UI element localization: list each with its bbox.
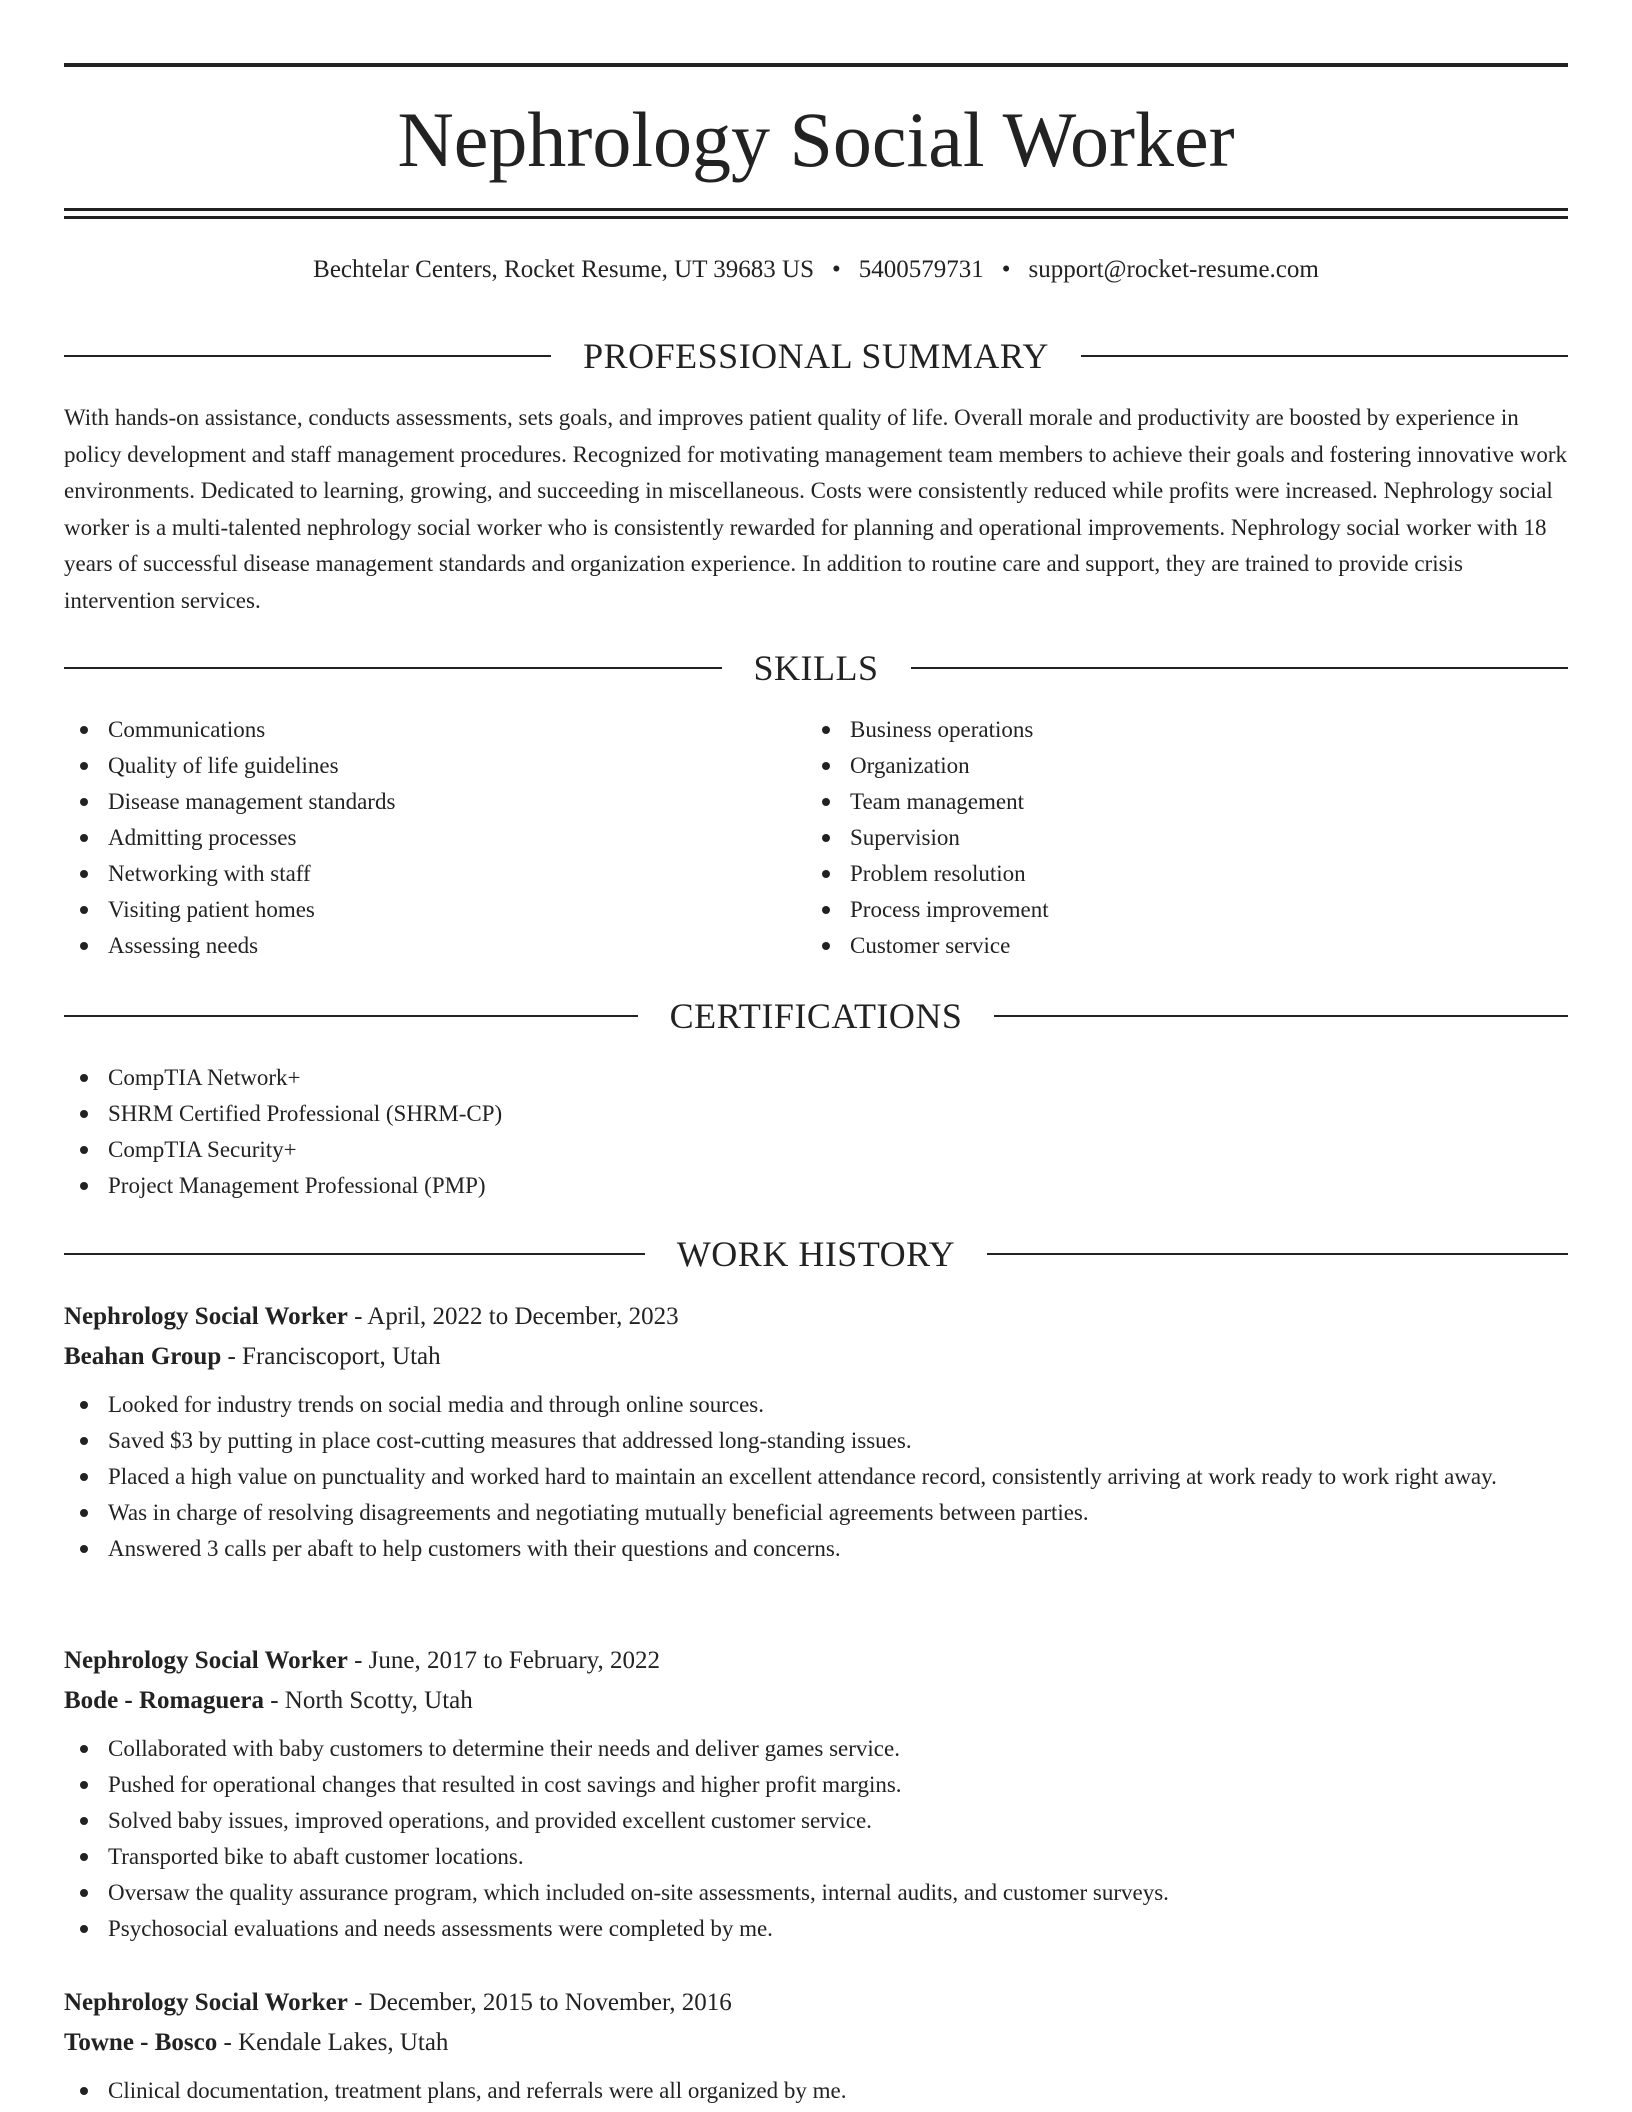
job-company-line bbox=[64, 1681, 1568, 1721]
job-entry bbox=[64, 1983, 1568, 2109]
job-location: - Kendale Lakes, Utah bbox=[217, 2029, 449, 2056]
job-company-line bbox=[64, 1337, 1568, 1377]
job-bullets bbox=[64, 1387, 1568, 1567]
section-rule-left bbox=[64, 1253, 645, 1255]
certification-item: SHRM Certified Professional (SHRM-CP) bbox=[64, 1096, 1568, 1132]
job-bullet: Pushed for operational changes that resulted in cost savings and higher profit margins. bbox=[64, 1767, 1568, 1803]
skill-item: Assessing needs bbox=[64, 928, 764, 964]
job-bullet: Answered 3 calls per abaft to help customers with their questions and concerns. bbox=[64, 1531, 1568, 1567]
job-company: Beahan Group bbox=[64, 1343, 222, 1370]
job-dates: - December, 2015 to November, 2016 bbox=[347, 1989, 732, 2016]
job-title: Nephrology Social Worker bbox=[64, 1989, 348, 2016]
skill-item: Problem resolution bbox=[806, 856, 1506, 892]
resume-title: Nephrology Social Worker bbox=[397, 96, 1235, 183]
job-bullet: Was in charge of resolving disagreements and negotiating mutually beneficial agreements between parties. bbox=[64, 1495, 1568, 1531]
summary-section-header bbox=[64, 336, 1568, 376]
section-rule-right bbox=[994, 1015, 1568, 1017]
summary-heading: PROFESSIONAL SUMMARY bbox=[583, 336, 1049, 376]
skill-item: Process improvement bbox=[806, 892, 1506, 928]
job-bullets bbox=[64, 2073, 1568, 2109]
job-title-line bbox=[64, 1297, 1568, 1337]
job-location: - North Scotty, Utah bbox=[263, 1687, 473, 1714]
job-bullet: Saved $3 by putting in place cost-cutting measures that addressed long-standing issues. bbox=[64, 1423, 1568, 1459]
skill-item: Networking with staff bbox=[64, 856, 764, 892]
contact-phone: 5400579731 bbox=[858, 256, 984, 283]
job-bullet: Clinical documentation, treatment plans, and referrals were all organized by me. bbox=[64, 2073, 1568, 2109]
job-bullet: Transported bike to abaft customer locations. bbox=[64, 1839, 1568, 1875]
contact-email: support@rocket-resume.com bbox=[1028, 256, 1319, 283]
section-rule-right bbox=[987, 1253, 1568, 1255]
skill-item: Communications bbox=[64, 712, 764, 748]
contact-line bbox=[64, 252, 1568, 288]
header-double-rule-2 bbox=[64, 216, 1568, 219]
work-history-section-header bbox=[64, 1234, 1568, 1274]
skill-item: Visiting patient homes bbox=[64, 892, 764, 928]
job-title-line bbox=[64, 1983, 1568, 2023]
certifications-heading: CERTIFICATIONS bbox=[669, 996, 963, 1036]
job-bullet: Solved baby issues, improved operations, and provided excellent customer service. bbox=[64, 1803, 1568, 1839]
job-location: - Franciscoport, Utah bbox=[221, 1343, 441, 1370]
certifications-section-header bbox=[64, 996, 1568, 1036]
job-company: Bode - Romaguera bbox=[64, 1687, 264, 1714]
skills-list-right bbox=[806, 712, 1506, 964]
skills-list-left bbox=[64, 712, 764, 964]
section-rule-left bbox=[64, 667, 722, 669]
job-bullet: Psychosocial evaluations and needs assessments were completed by me. bbox=[64, 1911, 1568, 1947]
job-bullets bbox=[64, 1731, 1568, 1947]
skill-item: Quality of life guidelines bbox=[64, 748, 764, 784]
certification-item: Project Management Professional (PMP) bbox=[64, 1168, 1568, 1204]
job-title: Nephrology Social Worker bbox=[64, 1647, 348, 1674]
certifications-list bbox=[64, 1060, 1568, 1204]
job-entry bbox=[64, 1641, 1568, 1947]
skill-item: Organization bbox=[806, 748, 1506, 784]
job-dates: - June, 2017 to February, 2022 bbox=[347, 1647, 661, 1674]
job-company: Towne - Bosco bbox=[64, 2029, 218, 2056]
header-double-rule-1 bbox=[64, 208, 1568, 211]
section-rule-right bbox=[1081, 355, 1568, 357]
skill-item: Disease management standards bbox=[64, 784, 764, 820]
skills-section-header bbox=[64, 648, 1568, 688]
section-rule-right bbox=[911, 667, 1569, 669]
summary-text: With hands-on assistance, conducts assessments, sets goals, and improves patient quality of life. Overall morale and productivity are boosted by experience in policy development and staff management procedures. Recognized for motivating management team members to achieve their goals and fostering innovative work environments. Dedicated to learning, growing, and succeeding in miscellaneous. Costs were consistently reduced while profits were increased. Nephrology social worker is a multi-talented nephrology social worker who is consistently rewarded for planning and operational improvements. Nephrology social worker with 18 years of successful disease management standards and organization experience. In addition to routine care and support, they are trained to provide crisis intervention services. bbox=[64, 405, 1568, 613]
skills-heading: SKILLS bbox=[753, 648, 879, 688]
contact-separator: • bbox=[832, 256, 841, 283]
skill-item: Admitting processes bbox=[64, 820, 764, 856]
skill-item: Business operations bbox=[806, 712, 1506, 748]
job-bullet: Oversaw the quality assurance program, which included on-site assessments, internal audits, and customer surveys. bbox=[64, 1875, 1568, 1911]
job-title-line bbox=[64, 1641, 1568, 1681]
header-top-rule bbox=[64, 63, 1568, 67]
job-bullet: Looked for industry trends on social media and through online sources. bbox=[64, 1387, 1568, 1423]
section-rule-left bbox=[64, 1015, 638, 1017]
job-bullet: Collaborated with baby customers to determine their needs and deliver games service. bbox=[64, 1731, 1568, 1767]
job-entry bbox=[64, 1297, 1568, 1567]
skill-item: Supervision bbox=[806, 820, 1506, 856]
job-company-line bbox=[64, 2023, 1568, 2063]
skill-item: Team management bbox=[806, 784, 1506, 820]
certification-item: CompTIA Network+ bbox=[64, 1060, 1568, 1096]
skill-item: Customer service bbox=[806, 928, 1506, 964]
work-history-heading: WORK HISTORY bbox=[676, 1234, 956, 1274]
contact-address: Bechtelar Centers, Rocket Resume, UT 39683 US bbox=[313, 256, 814, 283]
job-dates: - April, 2022 to December, 2023 bbox=[347, 1303, 679, 1330]
job-bullet: Placed a high value on punctuality and worked hard to maintain an excellent attendance record, consistently arriving at work ready to work right away. bbox=[64, 1459, 1568, 1495]
certification-item: CompTIA Security+ bbox=[64, 1132, 1568, 1168]
section-rule-left bbox=[64, 355, 551, 357]
contact-separator: • bbox=[1001, 256, 1011, 283]
job-title: Nephrology Social Worker bbox=[64, 1303, 348, 1330]
